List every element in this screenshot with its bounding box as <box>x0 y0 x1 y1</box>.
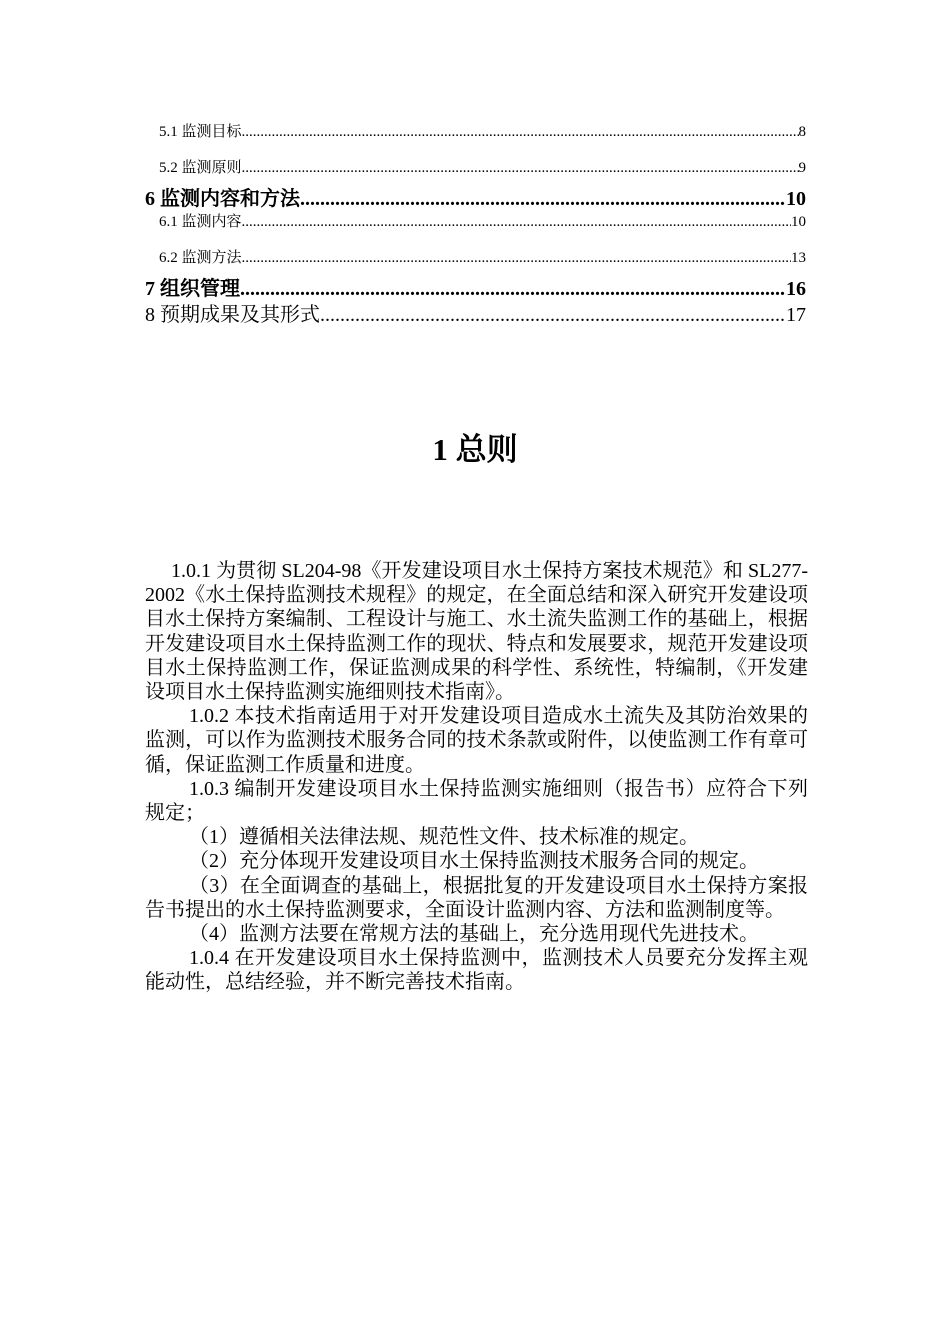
paragraph: （3）在全面调查的基础上，根据批复的开发建设项目水土保持方案报告书提出的水土保持监测要求，全面设计监测内容、方法和监测制度等。 <box>145 874 808 921</box>
toc-entry-label: 7 组织管理 <box>145 278 240 300</box>
toc-leader-dots <box>300 186 786 212</box>
toc-entry-page: 10 <box>791 214 806 230</box>
toc-entry-label: 6 监测内容和方法 <box>145 188 300 210</box>
toc-entry[interactable] <box>145 248 806 268</box>
section-title: 1 总则 <box>432 432 518 467</box>
toc-entry[interactable] <box>145 122 806 142</box>
paragraph: 1.0.1 为贯彻 SL204-98《开发建设项目水土保持方案技术规范》和 SL277-2002《水土保持监测技术规程》的规定，在全面总结和深入研究开发建设项目水土保持方案编制、工程设计与施工、水土流失监测工作的基础上，根据开发建设项目水土保持监测工作的现状、特点和发展要求，规范开发建设项目水土保持监测工作，保证监测成果的科学性、系统性，特编制，《开发建设项目水土保持监测实施细则技术指南》。 <box>145 560 808 704</box>
toc-leader-dots <box>320 302 786 328</box>
toc-entry-page: 9 <box>798 160 806 176</box>
paragraph: （2）充分体现开发建设项目水土保持监测技术服务合同的规定。 <box>189 850 759 873</box>
paragraph: 1.0.3 编制开发建设项目水土保持监测实施细则（报告书）应符合下列规定； <box>145 777 808 825</box>
toc-entry[interactable] <box>145 212 806 232</box>
toc-entry-label: 8 预期成果及其形式 <box>145 304 320 326</box>
toc-entry[interactable] <box>145 276 806 302</box>
toc-entry-label: 6.2 监测方法 <box>159 250 242 266</box>
toc-leader-dots <box>242 158 799 178</box>
toc-entry-label: 5.2 监测原则 <box>159 160 242 176</box>
toc-entry-page: 8 <box>798 124 806 140</box>
toc-entry-label: 6.1 监测内容 <box>159 214 242 230</box>
toc-leader-dots <box>242 248 791 268</box>
paragraph: 1.0.2 本技术指南适用于对开发建设项目造成水土流失及其防治效果的监测，可以作为监测技术服务合同的技术条款或附件，以使监测工作有章可循，保证监测工作质量和进度。 <box>145 705 808 776</box>
toc-leader-dots <box>242 212 791 232</box>
toc-entry-page: 17 <box>786 304 806 326</box>
paragraph: 1.0.4 在开发建设项目水土保持监测中，监测技术人员要充分发挥主观能动性，总结经验，并不断完善技术指南。 <box>145 947 808 994</box>
toc-entry-page: 16 <box>786 278 806 300</box>
toc-leader-dots <box>240 276 786 302</box>
toc-entry-page: 13 <box>791 250 806 266</box>
toc-entry[interactable] <box>145 158 806 178</box>
toc-entry-page: 10 <box>786 188 806 210</box>
paragraph: （1）遵循相关法律法规、规范性文件、技术标准的规定。 <box>189 826 699 849</box>
toc-entry[interactable] <box>145 186 806 212</box>
body-text <box>145 559 808 995</box>
toc-leader-dots <box>242 122 799 142</box>
table-of-contents <box>145 122 806 328</box>
toc-entry-label: 5.1 监测目标 <box>159 124 242 140</box>
toc-entry[interactable] <box>145 302 806 328</box>
paragraph: （4）监测方法要在常规方法的基础上，充分选用现代先进技术。 <box>189 923 759 946</box>
